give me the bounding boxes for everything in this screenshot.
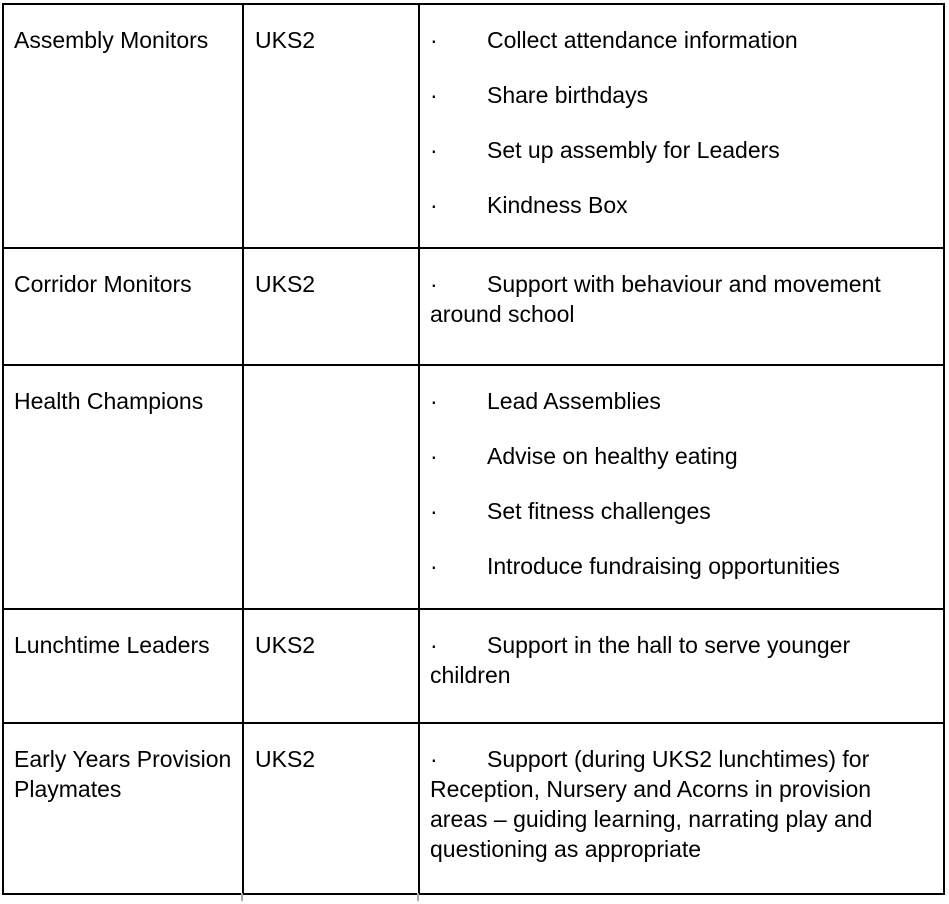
role-cell bbox=[3, 4, 243, 248]
year-group-cell bbox=[243, 248, 419, 365]
responsibilities-cell bbox=[419, 4, 944, 248]
bullet-item bbox=[430, 269, 925, 329]
responsibilities-cell bbox=[419, 609, 944, 723]
roles-table bbox=[2, 3, 945, 895]
bullet-marker: · bbox=[430, 632, 438, 658]
bullet-text: Support with behaviour and movement around school bbox=[430, 271, 881, 327]
bullet-marker: · bbox=[430, 192, 438, 218]
bullet-item bbox=[430, 386, 925, 416]
role-label: Assembly Monitors bbox=[14, 27, 209, 53]
table-row bbox=[3, 248, 944, 365]
bullet-text: Lead Assemblies bbox=[487, 388, 661, 414]
bullet-text: Introduce fundraising opportunities bbox=[487, 553, 840, 579]
role-label: Corridor Monitors bbox=[14, 271, 192, 297]
bullet-item bbox=[430, 135, 925, 165]
role-cell bbox=[3, 723, 243, 894]
role-label: Early Years Provision Playmates bbox=[14, 746, 232, 802]
year-group-label: UKS2 bbox=[255, 746, 316, 772]
bullet-item bbox=[430, 80, 925, 110]
bullet-text: Set up assembly for Leaders bbox=[487, 137, 780, 163]
year-group-cell bbox=[243, 365, 419, 609]
bullet-text: Support (during UKS2 lunchtimes) for Reception, Nursery and Acorns in provision areas – guiding learning, narrating play and questioning as appropriate bbox=[430, 746, 873, 862]
bullet-marker: · bbox=[430, 388, 438, 414]
bullet-item bbox=[430, 496, 925, 526]
table-row bbox=[3, 723, 944, 894]
bullet-item bbox=[430, 441, 925, 471]
bullet-item bbox=[430, 630, 925, 690]
bullet-item bbox=[430, 190, 925, 220]
bullet-marker: · bbox=[430, 137, 438, 163]
bullet-text: Set fitness challenges bbox=[487, 498, 711, 524]
role-cell bbox=[3, 248, 243, 365]
year-group-cell bbox=[243, 609, 419, 723]
bullet-text: Share birthdays bbox=[487, 82, 649, 108]
bullet-item bbox=[430, 744, 925, 864]
bullet-text: Advise on healthy eating bbox=[487, 443, 738, 469]
bullet-text: Support in the hall to serve younger children bbox=[430, 632, 851, 688]
year-group-label: UKS2 bbox=[255, 27, 316, 53]
table-row bbox=[3, 365, 944, 609]
table-row bbox=[3, 609, 944, 723]
bullet-text: Kindness Box bbox=[487, 192, 628, 218]
bullet-marker: · bbox=[430, 271, 438, 297]
column-divider-stub bbox=[417, 893, 419, 901]
table-row bbox=[3, 4, 944, 248]
responsibilities-cell bbox=[419, 248, 944, 365]
bullet-marker: · bbox=[430, 498, 438, 524]
year-group-cell bbox=[243, 723, 419, 894]
year-group-label: UKS2 bbox=[255, 271, 316, 297]
role-label: Lunchtime Leaders bbox=[14, 632, 210, 658]
bullet-marker: · bbox=[430, 27, 438, 53]
year-group-label: UKS2 bbox=[255, 632, 316, 658]
bullet-item bbox=[430, 551, 925, 581]
bullet-marker: · bbox=[430, 553, 438, 579]
bullet-marker: · bbox=[430, 746, 438, 772]
column-divider-stub bbox=[241, 893, 243, 901]
role-cell bbox=[3, 609, 243, 723]
bullet-text: Collect attendance information bbox=[487, 27, 798, 53]
bullet-marker: · bbox=[430, 443, 438, 469]
responsibilities-cell bbox=[419, 723, 944, 894]
year-group-cell bbox=[243, 4, 419, 248]
responsibilities-cell bbox=[419, 365, 944, 609]
role-cell bbox=[3, 365, 243, 609]
bullet-item bbox=[430, 25, 925, 55]
role-label: Health Champions bbox=[14, 388, 204, 414]
bullet-marker: · bbox=[430, 82, 438, 108]
